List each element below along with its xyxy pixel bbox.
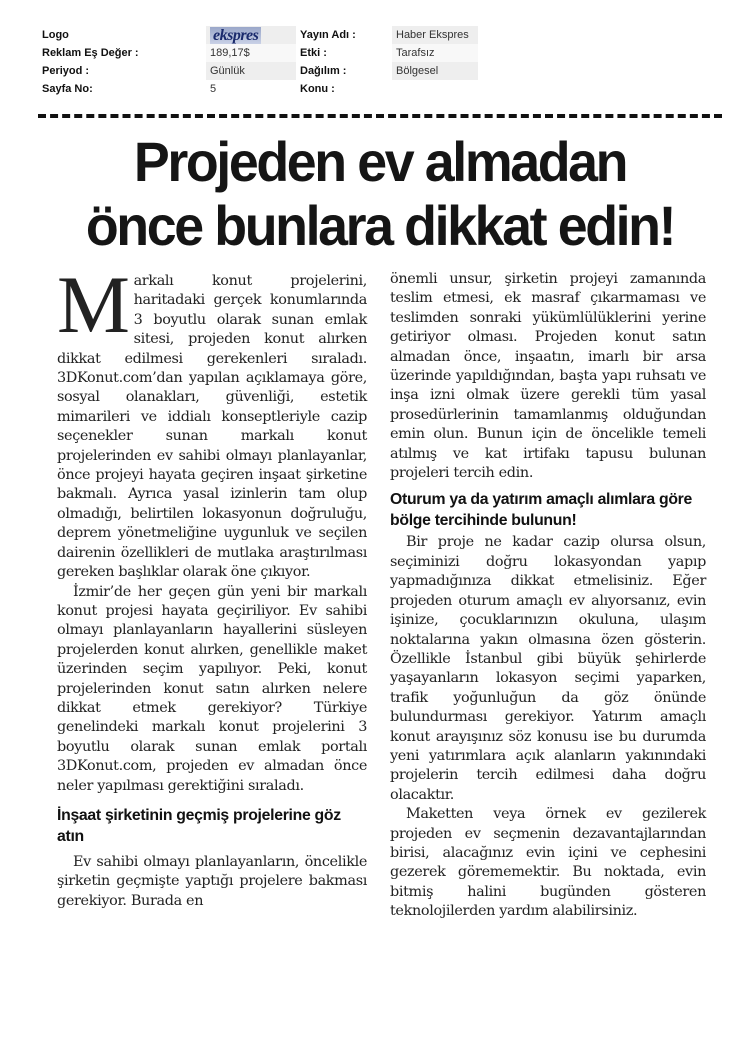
intro-text: arkalı konut projelerini, haritadaki gerçek konumlarında 3 boyutlu olarak sunan emlak sitesi, projeden konut alırken dikkat edilmesi gerekenleri sıraladı. 3DKonut.com’dan yapılan açıklamaya göre, sosyal olanakları, güvenliği, estetik mimarileri ve iddialı konseptleriyle cazip seçenekler sunan markalı konut projelerinden ev sahibi olmayı planlayanlar, önce projeyi hayata geçiren inşaat şirketine bakmalı. Ayrıca yasal izinlerin tam olup olmadığı, belirtilen lokasyonun doğruluğu, deprem yönetmeliğine uygunluk ve seçilen dairenin özellikleri de mutlaka araştırılması gereken başlıklar olarak öne çıkıyor. (57, 273, 367, 581)
meta-value-distribution: Bölgesel (392, 62, 478, 80)
meta-label-publication: Yayın Adı : (300, 29, 356, 41)
article-column-right (390, 270, 706, 922)
meta-label-logo: Logo (42, 29, 69, 41)
meta-label-distribution: Dağılım : (300, 65, 347, 77)
meta-value-page: 5 (210, 83, 217, 95)
meta-label-topic: Konu : (300, 83, 335, 95)
clipping-metadata-table (38, 26, 478, 98)
headline-line-1: Projeden ev almadan (133, 130, 627, 193)
meta-value-publication: Haber Ekspres (392, 26, 478, 44)
meta-row-logo (38, 26, 478, 44)
meta-row-ad-value (38, 44, 478, 62)
ekspres-logo: ekspres (210, 27, 261, 44)
publication-logo (206, 26, 296, 44)
article-subheading: İnşaat şirketinin geçmiş projelerine göz atın (57, 806, 341, 845)
article-column-left (57, 259, 367, 911)
article-paragraph: Maketten veya örnek ev gezilerek projeden ev seçmenin dezavantajlarından birisi, alacağınız evin içini ve cephesini gezerek görememektir. Bu noktada, evin bitmiş halini bugünden gösteren teknolojilerden yardım alabilirsiniz. (390, 806, 706, 920)
meta-label-ad-value: Reklam Eş Değer : (42, 47, 139, 59)
article-paragraph-intro (57, 259, 367, 583)
article-subheading: Oturum ya da yatırım amaçlı alımlara göre bölge tercihinde bulunun! (390, 491, 693, 530)
meta-label-period: Periyod : (42, 65, 90, 77)
headline-line-2: önce bunlara dikkat edin! (85, 194, 675, 257)
article-paragraph: Ev sahibi olmayı planlayanların, öncelikle şirketin geçmişte yaptığı projelere bakması gerekiyor. Burada en (57, 853, 367, 909)
meta-label-page: Sayfa No: (42, 83, 93, 95)
clipping-cut-line (38, 114, 722, 118)
meta-row-period (38, 62, 478, 80)
article-paragraph: önemli unsur, şirketin projeyi zamanında teslim etmesi, ek masraf çıkarmaması ve teslimden sonraki yükümlülüklerini yerine getiriyor olması. Projeden konut satın almadan önce, inşaatın, imarlı bir arsa üzerinde yapıldığından, başta yapı ruhsatı ve inşa izni olmak üzere gerekli tüm yasal prosedürlerinin tamamlanmış olduğundan emin olun. Bunun için de öncelikle temeli atılmış ve kat irtifakı tapusu bulunan projeleri tercih edin. (390, 271, 706, 482)
meta-value-period: Günlük (206, 62, 296, 80)
article-headline (52, 130, 709, 258)
meta-label-impact: Etki : (300, 47, 327, 59)
article-paragraph: İzmir’de her geçen gün yeni bir markalı konut projesi hayata geçiriliyor. Ev sahibi olmayı planlayanların hayallerini süsleyen projelerden konut alırken, genellikle maket üzerinden seçim yapılıyor. Peki, konut projelerinden konut satın alırken nelere dikkat etmek gerekiyor? Türkiye genelindeki markalı konut projelerini 3 boyutlu olarak sunan emlak portalı 3DKonut.com, projeden ev almadan önce neler yapılması gerektiğini sıraladı. (57, 583, 367, 794)
meta-value-ad-value: 189,17$ (206, 44, 296, 62)
article-paragraph: Bir proje ne kadar cazip olursa olsun, seçiminizi doğru lokasyondan yapıp yapmadığınıza dikkat etmelisiniz. Eğer projeden oturum amaçlı ev alıyorsanız, evin işinize, çocuklarınızın okuluna, ulaşım noktalarına yakın olmasına özen gösterin. Özellikle İstanbul gibi büyük şehirlerde yaşayanların lokasyon seçimi yaparken, trafik yoğunluğun da göz önünde bulundurması gerekiyor. Yatırım amaçlı konut arayışınız söz konusu ise bu durumda yeni yatırımlara açık alanların yakınındaki projelerin tercih edilmesi daha doğru olacaktır. (390, 534, 706, 803)
drop-cap: M (57, 259, 130, 350)
meta-value-impact: Tarafsız (392, 44, 478, 62)
meta-row-page (38, 80, 478, 98)
meta-value-topic (392, 80, 478, 98)
